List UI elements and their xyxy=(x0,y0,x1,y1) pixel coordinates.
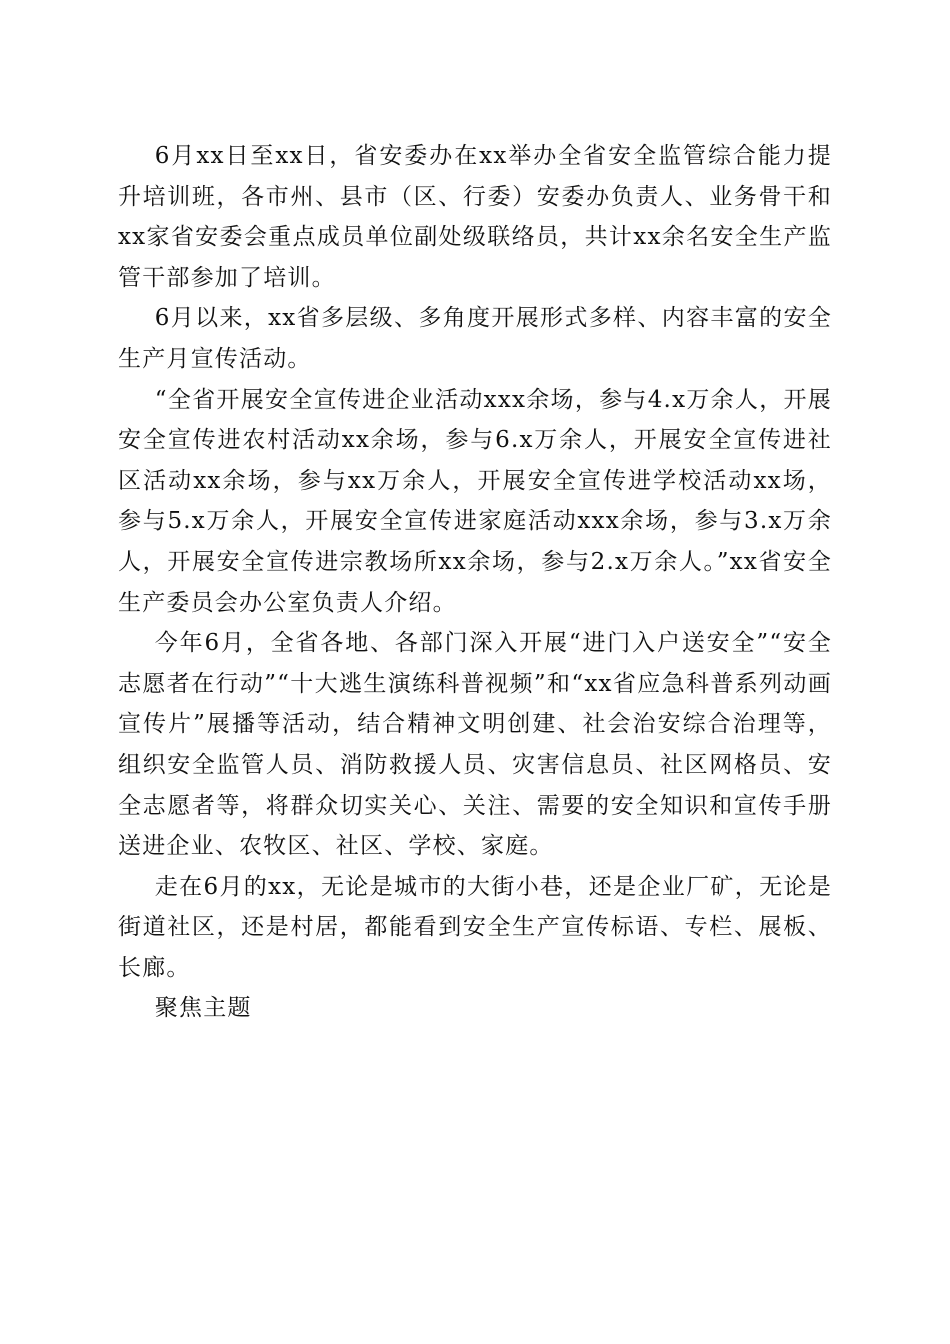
paragraph-activities: 今年6月，全省各地、各部门深入开展“进门入户送安全”“安全志愿者在行动”“十大逃生演练科普视频”和“xx省应急科普系列动画宣传片”展播等活动，结合精神文明创建、社会治安综合治理等，组织安全监管人员、消防救援人员、灾害信息员、社区网格员、安全志愿者等，将群众切实关心、关注、需要的安全知识和宣传手册送进企业、农牧区、社区、学校、家庭。 xyxy=(118,630,832,860)
paragraph-quote-statistics: “全省开展安全宣传进企业活动xxx余场，参与4.x万余人，开展安全宣传进农村活动xx余场，参与6.x万余人，开展安全宣传进社区活动xx余场，参与xx万余人，开展安全宣传进学校活动xx场，参与5.x万余人，开展安全宣传进家庭活动xxx余场，参与3.x万余人，开展安全宣传进宗教场所xx余场，参与2.x万余人。”xx省安全生产委员会办公室负责人介绍。 xyxy=(118,386,832,616)
paragraph-training: 6月xx日至xx日，省安委办在xx举办全省安全监管综合能力提升培训班，各市州、县市（区、行委）安委办负责人、业务骨干和xx家省安委会重点成员单位副处级联络员，共计xx余名安全生产监管干部参加了培训。 xyxy=(118,143,832,291)
section-heading-focus-theme: 聚焦主题 xyxy=(154,995,252,1022)
paragraph-city-scene: 走在6月的xx，无论是城市的大街小巷，还是企业厂矿，无论是街道社区，还是村居，都能看到安全生产宣传标语、专栏、展板、长廊。 xyxy=(118,873,832,981)
paragraph-campaign-intro: 6月以来，xx省多层级、多角度开展形式多样、内容丰富的安全生产月宣传活动。 xyxy=(118,305,832,372)
document-body xyxy=(118,136,832,1029)
